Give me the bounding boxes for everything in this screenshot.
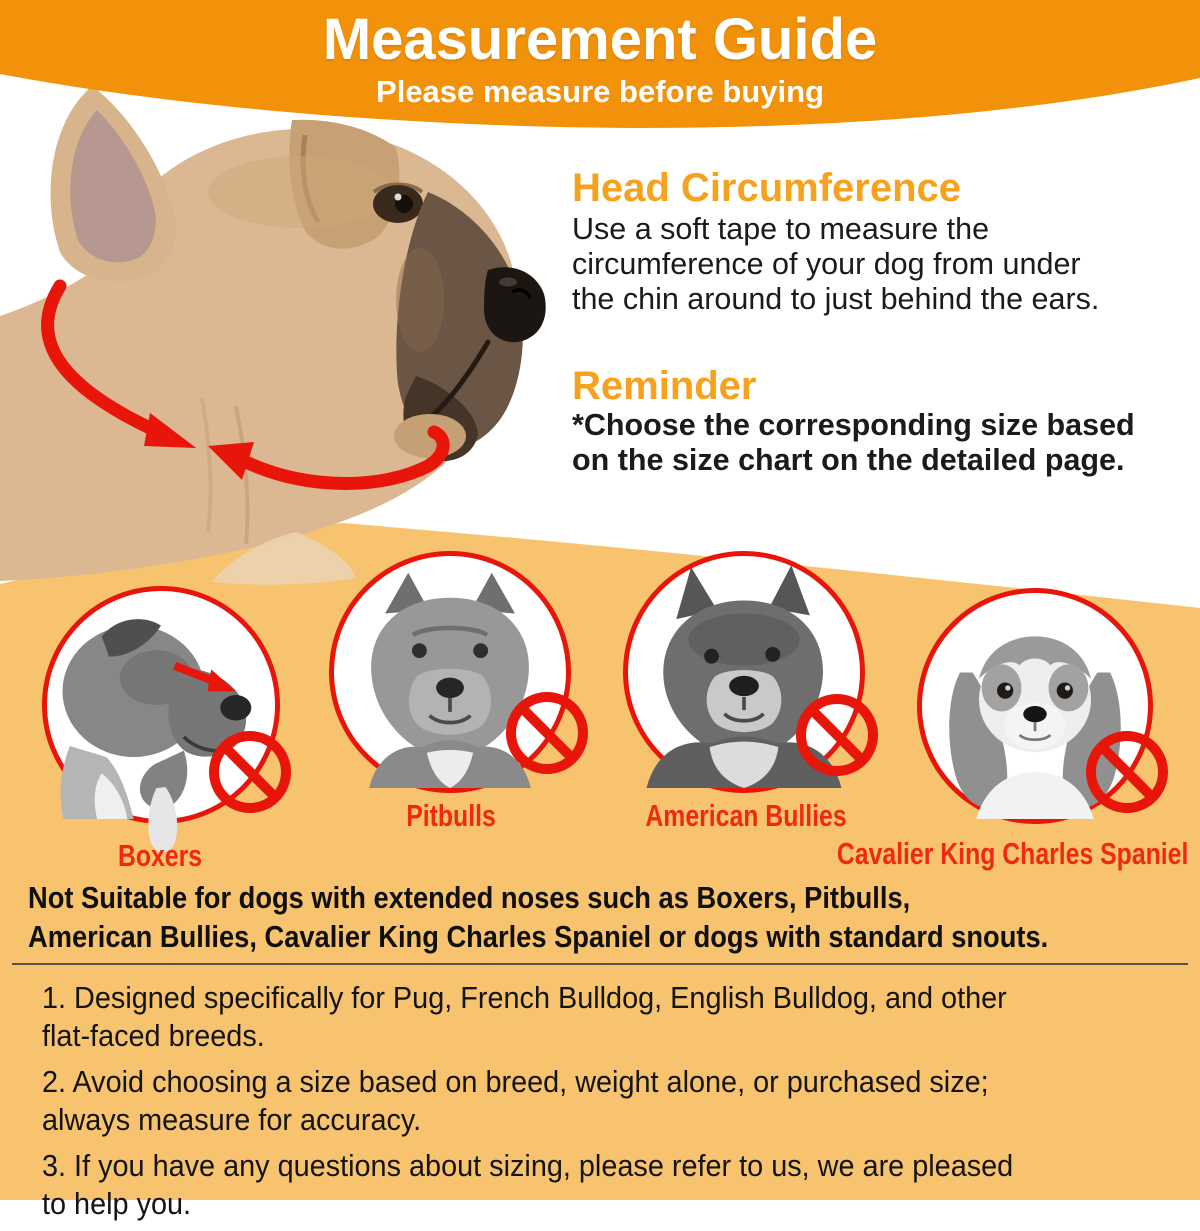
- sizing-notes-list: [42, 979, 1013, 1231]
- no-sign-icon: [502, 688, 592, 778]
- breed-label-pitbulls: Pitbulls: [406, 798, 496, 833]
- no-sign-icon: [205, 727, 295, 817]
- breed-label-american-bullies: American Bullies: [645, 798, 847, 833]
- not-suitable-warning: Not Suitable for dogs with extended noses such as Boxers, Pitbulls, American Bullies, Cavalier King Charles Spaniel or dogs with standard snouts.: [28, 880, 1049, 954]
- head-circumference-heading: Head Circumference: [572, 166, 962, 210]
- note-item-2: 2. Avoid choosing a size based on breed, weight alone, or purchased size; always measure for accuracy.: [42, 1064, 989, 1137]
- divider-line: [12, 963, 1188, 965]
- note-item-1: 1. Designed specifically for Pug, French Bulldog, English Bulldog, and other flat-faced breeds.: [42, 980, 1007, 1053]
- note-item-3: 3. If you have any questions about sizing, please refer to us, we are pleased to help you.: [42, 1148, 1014, 1221]
- reminder-text: *Choose the corresponding size based on the size chart on the detailed page.: [572, 408, 1135, 477]
- reminder-heading: Reminder: [572, 364, 757, 408]
- french-bulldog-photo: [0, 80, 560, 605]
- no-sign-icon: [1082, 727, 1172, 817]
- no-sign-icon: [792, 690, 882, 780]
- breed-label-cavalier: Cavalier King Charles Spaniel: [836, 836, 1188, 871]
- head-circumference-text: Use a soft tape to measure the circumference of your dog from under the chin around to just behind the ears.: [572, 212, 1100, 316]
- dog-nose: [484, 267, 546, 342]
- breed-label-boxers: Boxers: [117, 838, 203, 873]
- page-subtitle: Please measure before buying: [376, 74, 824, 109]
- page-title: Measurement Guide: [322, 7, 878, 72]
